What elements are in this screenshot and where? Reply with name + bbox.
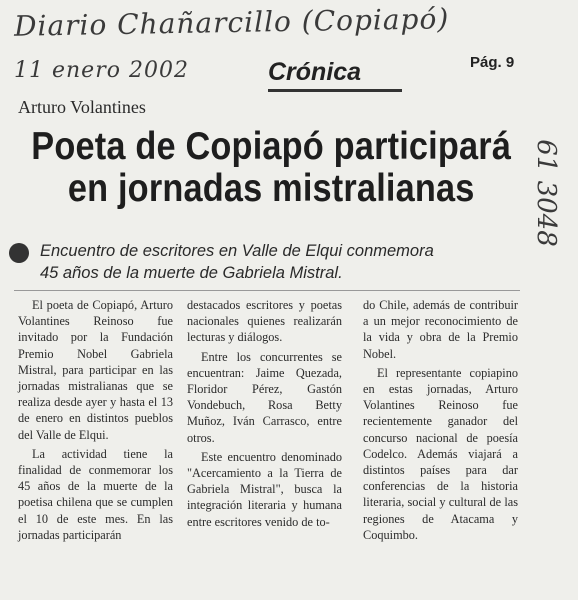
deck-line-2: 45 años de la muerte de Gabriela Mistral.: [40, 264, 343, 282]
handwritten-source-note: Diario Chañarcillo (Copiapó): [13, 2, 450, 43]
paragraph: El representante copiapino en estas jornadas, Arturo Volantines Reinoso fue recientemente ganador del concurso nacional de poesía Codelco. Además viajará a distintos países para dar conferencias de la historia literaria, social y cultural de las regiones de Atacama y Coquimbo.: [363, 365, 518, 542]
headline-line-1: Poeta de Copiapó participará: [31, 125, 512, 168]
deck: [40, 240, 530, 284]
paragraph: Entre los concurrentes se encuentran: Jaime Quezada, Floridor Pérez, Gastón Vondebuch, Rosa Betty Muñoz, Iván Carrasco, entre otros.: [187, 349, 342, 445]
body-column-1: [18, 297, 173, 546]
deck-line-1: Encuentro de escritores en Valle de Elqui conmemora: [40, 242, 434, 260]
body-column-2: [187, 297, 342, 533]
handwritten-date-note: 11 enero 2002: [14, 58, 189, 83]
body-column-3: [363, 297, 518, 546]
byline: Arturo Volantines: [18, 97, 146, 117]
headline: [16, 126, 526, 210]
handwritten-margin-code: [528, 118, 564, 268]
headline-line-2: en jornadas mistralianas: [67, 167, 475, 210]
paragraph: Este encuentro denominado "Acercamiento a la Tierra de Gabriela Mistral", busca la integración literaria y humana entre escritores venido de to-: [187, 449, 342, 529]
section-underline: [268, 89, 402, 92]
paragraph: El poeta de Copiapó, Arturo Volantines Reinoso fue invitado por la Fundación Premio Nobel Gabriela Mistral, para participar en las jornadas mistralianas que se realiza desde ayer y hasta el 13 de enero en distintos pueblos del Valle de Elqui.: [18, 298, 173, 442]
paragraph: destacados escritores y poetas nacionales quienes realizarán lecturas y diálogos.: [187, 298, 342, 345]
paragraph: do Chile, además de contribuir a un mejor reconocimiento de la vida y obra de la Premio Nobel.: [363, 298, 518, 361]
divider: [14, 290, 520, 291]
page-number: Pág. 9: [470, 54, 515, 71]
deck-bullet-icon: [9, 243, 29, 263]
section-title: Crónica: [268, 58, 362, 86]
handwritten-margin-code-text: 61 3048: [531, 139, 561, 247]
paragraph: La actividad tiene la finalidad de conmemorar los 45 años de la muerte de la poetisa chilena que se cumplen el 10 de este mes. En las jornadas participarán: [18, 446, 173, 542]
